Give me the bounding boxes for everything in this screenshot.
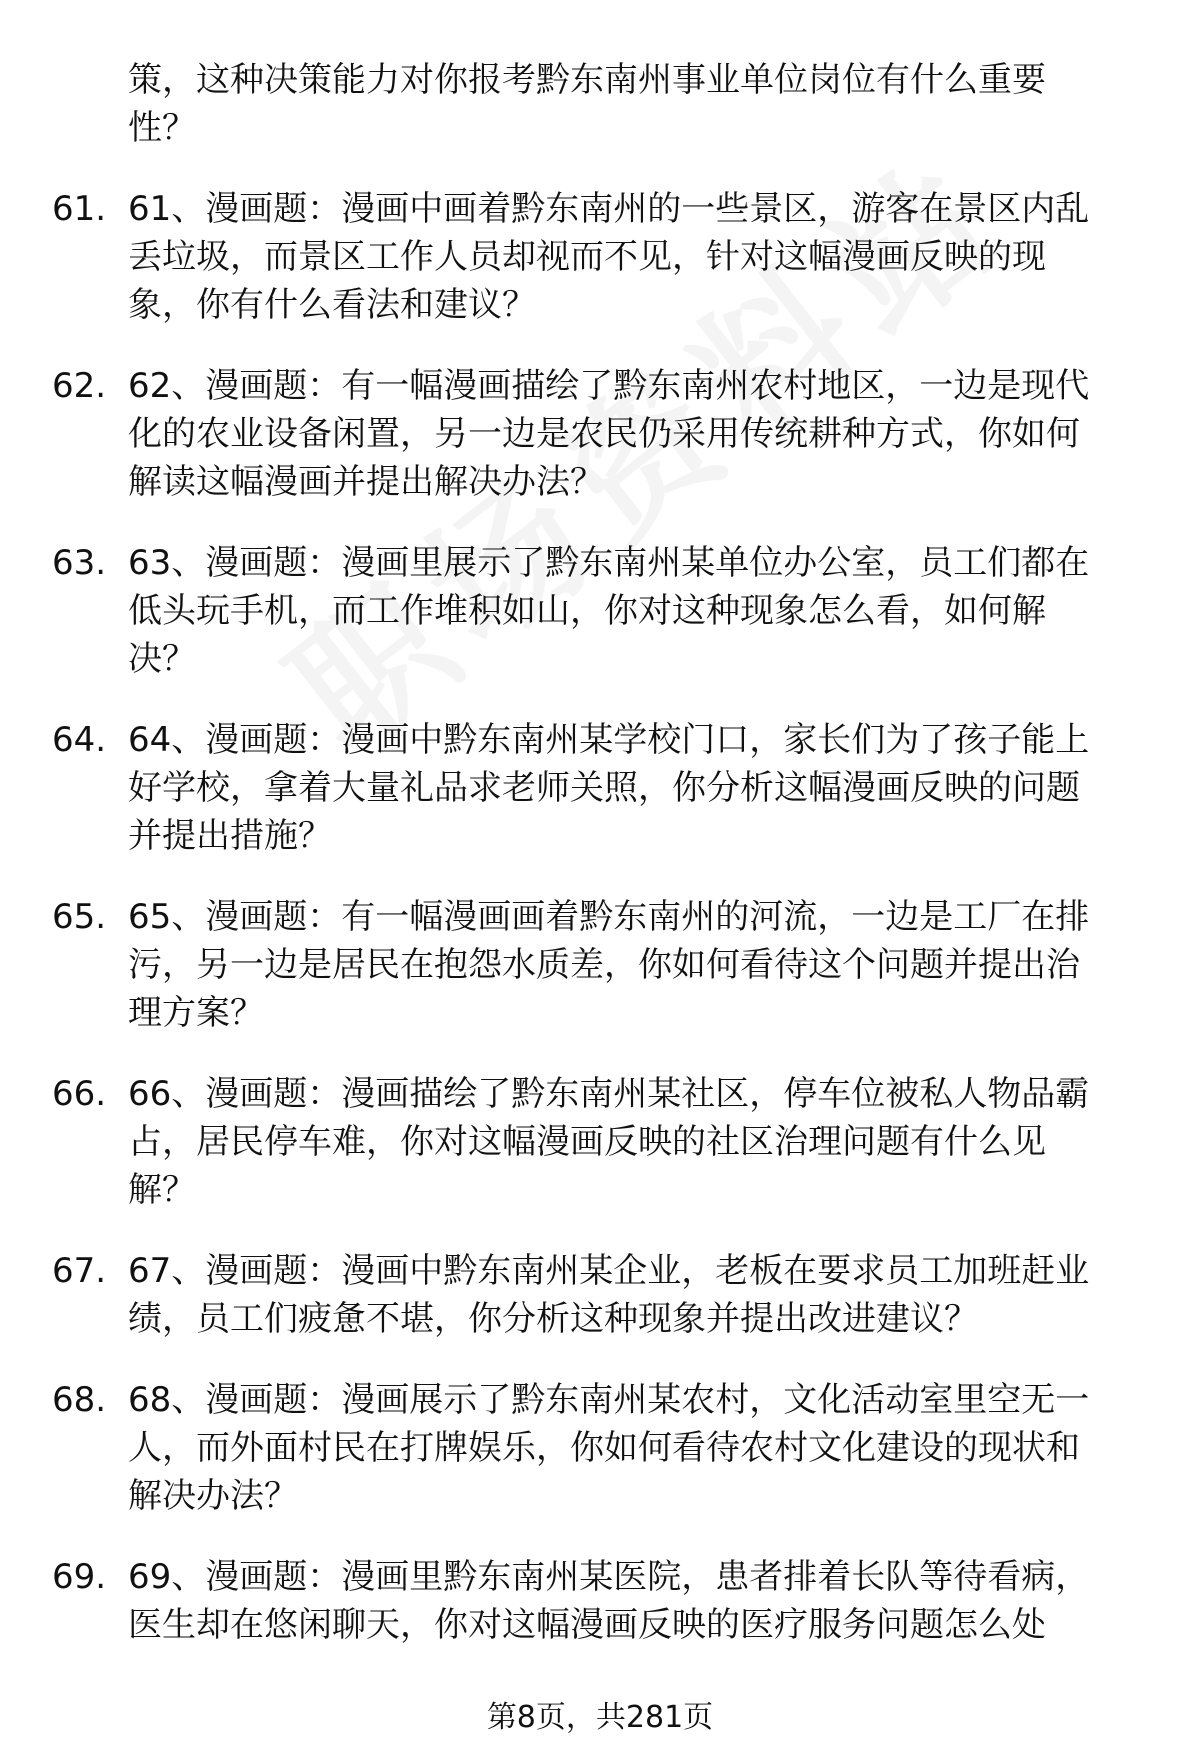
text-line: 并提出措施？ bbox=[128, 816, 332, 856]
text-line: 策，这种决策能力对你报考黔东南州事业单位岗位有什么重要 bbox=[128, 60, 1046, 100]
text-line: 61、漫画题：漫画中画着黔东南州的一些景区，游客在景区内乱 bbox=[128, 189, 1090, 229]
text-line: 67、漫画题：漫画中黔东南州某企业，老板在要求员工加班赶业 bbox=[128, 1251, 1090, 1291]
text-line: 66、漫画题：漫画描绘了黔东南州某社区，停车位被私人物品霸 bbox=[128, 1074, 1090, 1114]
continued-question bbox=[0, 56, 1200, 152]
list-item bbox=[0, 185, 1200, 329]
text-line: 63、漫画题：漫画里展示了黔东南州某单位办公室，员工们都在 bbox=[128, 543, 1090, 583]
item-number: 66. bbox=[52, 1074, 107, 1114]
list-item bbox=[0, 1070, 1200, 1214]
text-line: 62、漫画题：有一幅漫画描绘了黔东南州农村地区，一边是现代 bbox=[128, 366, 1090, 406]
text-line: 好学校，拿着大量礼品求老师关照，你分析这幅漫画反映的问题 bbox=[128, 768, 1080, 808]
text-line: 化的农业设备闲置，另一边是农民仍采用传统耕种方式，你如何 bbox=[128, 414, 1080, 454]
text-line: 69、漫画题：漫画里黔东南州某医院，患者排着长队等待看病， bbox=[128, 1557, 1090, 1597]
list-item bbox=[0, 893, 1200, 1037]
text-line: 占，居民停车难，你对这幅漫画反映的社区治理问题有什么见 bbox=[128, 1122, 1046, 1162]
text-line: 性？ bbox=[128, 108, 196, 148]
item-number: 69. bbox=[52, 1557, 107, 1597]
item-number: 64. bbox=[52, 720, 107, 760]
text-line: 医生却在悠闲聊天，你对这幅漫画反映的医疗服务问题怎么处 bbox=[128, 1605, 1046, 1645]
text-line: 理方案？ bbox=[128, 993, 264, 1033]
text-line: 68、漫画题：漫画展示了黔东南州某农村，文化活动室里空无一 bbox=[128, 1380, 1090, 1420]
item-number: 62. bbox=[52, 366, 107, 406]
list-item bbox=[0, 1553, 1200, 1649]
item-number: 67. bbox=[52, 1251, 107, 1291]
text-line: 污，另一边是居民在抱怨水质差，你如何看待这个问题并提出治 bbox=[128, 945, 1080, 985]
list-item bbox=[0, 539, 1200, 683]
text-line: 解读这幅漫画并提出解决办法？ bbox=[128, 462, 604, 502]
list-item bbox=[0, 716, 1200, 860]
item-number: 68. bbox=[52, 1380, 107, 1420]
item-number: 65. bbox=[52, 897, 107, 937]
text-line: 解决办法？ bbox=[128, 1476, 298, 1516]
item-number: 61. bbox=[52, 189, 107, 229]
text-line: 决？ bbox=[128, 639, 196, 679]
item-number: 63. bbox=[52, 543, 107, 583]
list-item bbox=[0, 362, 1200, 506]
text-line: 65、漫画题：有一幅漫画画着黔东南州的河流，一边是工厂在排 bbox=[128, 897, 1090, 937]
text-line: 低头玩手机，而工作堆积如山，你对这种现象怎么看，如何解 bbox=[128, 591, 1046, 631]
text-line: 丢垃圾，而景区工作人员却视而不见，针对这幅漫画反映的现 bbox=[128, 237, 1046, 277]
list-item bbox=[0, 1376, 1200, 1520]
question-list bbox=[0, 56, 1200, 1682]
text-line: 人，而外面村民在打牌娱乐，你如何看待农村文化建设的现状和 bbox=[128, 1428, 1080, 1468]
page-number: 第8页，共281页 bbox=[486, 1700, 714, 1735]
text-line: 象，你有什么看法和建议？ bbox=[128, 285, 536, 325]
text-line: 64、漫画题：漫画中黔东南州某学校门口，家长们为了孩子能上 bbox=[128, 720, 1090, 760]
text-line: 绩，员工们疲惫不堪，你分析这种现象并提出改进建议？ bbox=[128, 1299, 978, 1339]
text-line: 解？ bbox=[128, 1170, 196, 1210]
list-item bbox=[0, 1247, 1200, 1343]
